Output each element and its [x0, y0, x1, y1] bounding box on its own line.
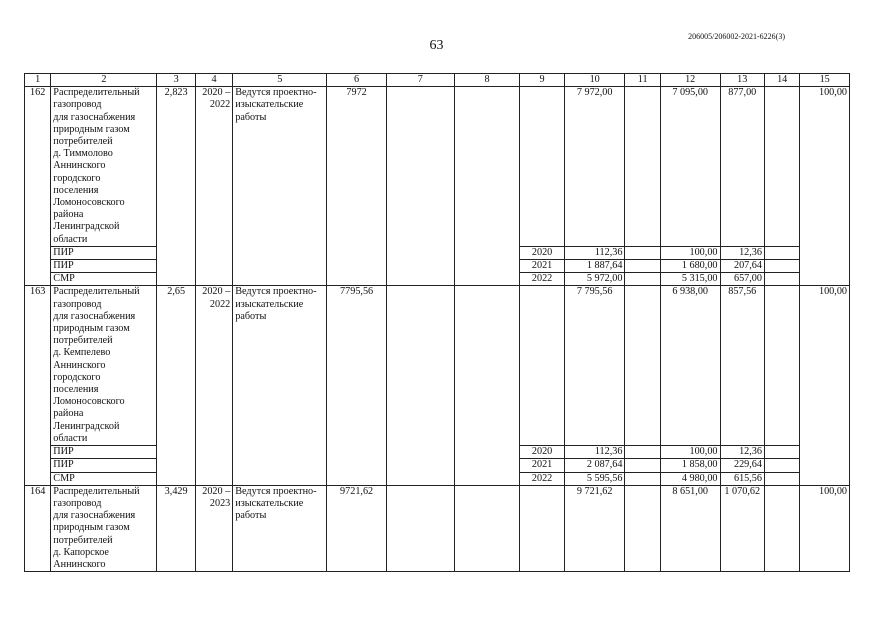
cell-line: 2022 — [209, 99, 231, 111]
cell-line: Распределительный — [53, 87, 140, 99]
col-14-cell — [764, 260, 799, 273]
cell-line: природным газом — [53, 522, 130, 534]
amount-regional-cell: 12,36 — [720, 446, 764, 459]
column-header: 12 — [660, 74, 720, 87]
cost-cell: 7972 — [327, 87, 387, 286]
cell-line: района — [53, 408, 84, 420]
cell-line: д. Кемпелево — [53, 347, 111, 359]
table-row — [25, 485, 850, 571]
amount-regional-cell: 857,56 — [720, 286, 764, 446]
col-11-cell — [625, 485, 660, 571]
amount-regional-cell: 207,64 — [720, 260, 764, 273]
col-14-cell — [764, 459, 799, 472]
cell-line: Аннинского — [53, 558, 106, 570]
cell-line: газопровод — [53, 99, 102, 111]
percent-cell: 100,00 — [800, 87, 850, 286]
cell-line: изыскательские — [235, 497, 304, 509]
col-11-cell — [625, 246, 660, 259]
amount-regional-cell: 877,00 — [720, 87, 764, 247]
cell-line: д. Тиммолово — [53, 148, 113, 160]
cell-line: района — [53, 209, 84, 221]
length-cell: 2,823 — [157, 87, 195, 286]
row-number-cell: 164 — [25, 485, 51, 571]
cell-line: газопровод — [53, 298, 102, 310]
year-cell — [520, 485, 564, 571]
year-cell: 2021 — [520, 260, 564, 273]
col-11-cell — [625, 87, 660, 247]
cell-line: газопровод — [53, 497, 102, 509]
amount-federal-cell: 6 938,00 — [660, 286, 720, 446]
cell-line: для газоснабжения — [53, 510, 136, 522]
status-cell — [233, 87, 327, 286]
amount-total-cell: 112,36 — [564, 446, 625, 459]
cell-line: д. Капорское — [53, 546, 109, 558]
object-name-cell — [51, 286, 157, 446]
percent-cell: 100,00 — [800, 485, 850, 571]
percent-cell: 100,00 — [800, 286, 850, 485]
col-8-cell — [454, 485, 520, 571]
stage-cell: ПИР — [51, 459, 157, 472]
year-cell: 2020 — [520, 246, 564, 259]
column-header: 10 — [564, 74, 625, 87]
cell-line: природным газом — [53, 323, 130, 335]
year-cell: 2021 — [520, 459, 564, 472]
amount-total-cell: 112,36 — [564, 246, 625, 259]
stage-cell: ПИР — [51, 446, 157, 459]
col-11-cell — [625, 286, 660, 446]
stage-cell: СМР — [51, 472, 157, 485]
col-8-cell — [454, 87, 520, 286]
length-cell: 3,429 — [157, 485, 195, 571]
column-header: 6 — [327, 74, 387, 87]
cell-line: Ведутся проектно- — [235, 286, 317, 298]
cell-line: городского — [53, 371, 101, 383]
column-header: 3 — [157, 74, 195, 87]
amount-federal-cell: 4 980,00 — [660, 472, 720, 485]
table-row — [25, 286, 850, 446]
year-cell: 2022 — [520, 273, 564, 286]
stage-cell: СМР — [51, 273, 157, 286]
column-header: 14 — [764, 74, 799, 87]
status-cell — [233, 485, 327, 571]
cell-line: 2020 – — [202, 87, 231, 99]
amount-regional-cell: 229,64 — [720, 459, 764, 472]
period-cell — [195, 286, 232, 485]
cell-line: изыскательские — [235, 298, 304, 310]
cell-line: 2022 — [209, 298, 231, 310]
column-header: 11 — [625, 74, 660, 87]
column-header: 4 — [195, 74, 232, 87]
col-11-cell — [625, 446, 660, 459]
cell-line: работы — [235, 310, 267, 322]
col-11-cell — [625, 459, 660, 472]
cell-line: Аннинского — [53, 160, 106, 172]
amount-total-cell: 2 087,64 — [564, 459, 625, 472]
cell-line: 2020 – — [202, 286, 231, 298]
col-14-cell — [764, 246, 799, 259]
col-14-cell — [764, 273, 799, 286]
cell-line: области — [53, 233, 88, 245]
amount-regional-cell: 615,56 — [720, 472, 764, 485]
col-14-cell — [764, 446, 799, 459]
stage-cell: ПИР — [51, 260, 157, 273]
cell-line: Ломоносовского — [53, 197, 125, 209]
status-cell — [233, 286, 327, 485]
cell-line: для газоснабжения — [53, 310, 136, 322]
amount-federal-cell: 1 680,00 — [660, 260, 720, 273]
col-7-cell — [386, 485, 454, 571]
amount-regional-cell: 12,36 — [720, 246, 764, 259]
cell-line: Ведутся проектно- — [235, 485, 317, 497]
amount-total-cell: 1 887,64 — [564, 260, 625, 273]
amount-federal-cell: 1 858,00 — [660, 459, 720, 472]
cell-line: Распределительный — [53, 485, 140, 497]
year-cell — [520, 87, 564, 247]
amount-regional-cell: 1 070,62 — [720, 485, 764, 571]
page-number: 63 — [429, 38, 444, 53]
amount-total-cell: 9 721,62 — [564, 485, 625, 571]
cell-line: изыскательские — [235, 99, 304, 111]
col-7-cell — [386, 286, 454, 485]
amount-federal-cell: 5 315,00 — [660, 273, 720, 286]
column-header: 8 — [454, 74, 520, 87]
cell-line: Ленинградской — [53, 221, 120, 233]
col-11-cell — [625, 273, 660, 286]
cell-line: Аннинского — [53, 359, 106, 371]
cell-line: Ломоносовского — [53, 396, 125, 408]
row-number-cell: 163 — [25, 286, 51, 485]
period-cell — [195, 87, 232, 286]
col-14-cell — [764, 472, 799, 485]
amount-total-cell: 5 972,00 — [564, 273, 625, 286]
column-header: 7 — [386, 74, 454, 87]
cell-line: потребителей — [53, 136, 113, 148]
column-header: 15 — [800, 74, 850, 87]
cell-line: потребителей — [53, 335, 113, 347]
col-8-cell — [454, 286, 520, 485]
column-header: 1 — [25, 74, 51, 87]
cell-line: городского — [53, 172, 101, 184]
column-number-header-row — [25, 74, 850, 87]
amount-federal-cell: 7 095,00 — [660, 87, 720, 247]
cell-line: природным газом — [53, 123, 130, 135]
cost-cell: 7795,56 — [327, 286, 387, 485]
cell-line: потребителей — [53, 534, 113, 546]
cost-cell: 9721,62 — [327, 485, 387, 571]
cell-line: работы — [235, 111, 267, 123]
cell-line: 2023 — [209, 497, 231, 509]
amount-regional-cell: 657,00 — [720, 273, 764, 286]
row-number-cell: 162 — [25, 87, 51, 286]
year-cell: 2022 — [520, 472, 564, 485]
cell-line: поселения — [53, 384, 99, 396]
col-7-cell — [386, 87, 454, 286]
cell-line: Ведутся проектно- — [235, 87, 317, 99]
col-11-cell — [625, 472, 660, 485]
col-14-cell — [764, 485, 799, 571]
column-header: 5 — [233, 74, 327, 87]
cell-line: поселения — [53, 184, 99, 196]
cell-line: работы — [235, 510, 267, 522]
amount-federal-cell: 100,00 — [660, 446, 720, 459]
period-cell — [195, 485, 232, 571]
amount-total-cell: 7 795,56 — [564, 286, 625, 446]
column-header: 9 — [520, 74, 564, 87]
year-cell — [520, 286, 564, 446]
object-name-cell — [51, 485, 157, 571]
table-row — [25, 87, 850, 247]
column-header: 13 — [720, 74, 764, 87]
year-cell: 2020 — [520, 446, 564, 459]
col-11-cell — [625, 260, 660, 273]
amount-total-cell: 5 595,56 — [564, 472, 625, 485]
cell-line: для газоснабжения — [53, 111, 136, 123]
cell-line: Распределительный — [53, 286, 140, 298]
document-id: 206005/206002-2021-6226(3) — [688, 32, 785, 41]
length-cell: 2,65 — [157, 286, 195, 485]
col-14-cell — [764, 87, 799, 247]
col-14-cell — [764, 286, 799, 446]
column-header: 2 — [51, 74, 157, 87]
object-name-cell — [51, 87, 157, 247]
amount-total-cell: 7 972,00 — [564, 87, 625, 247]
amount-federal-cell: 8 651,00 — [660, 485, 720, 571]
stage-cell: ПИР — [51, 246, 157, 259]
amount-federal-cell: 100,00 — [660, 246, 720, 259]
cell-line: 2020 – — [202, 485, 231, 497]
cell-line: Ленинградской — [53, 420, 120, 432]
cell-line: области — [53, 432, 88, 444]
register-table — [24, 73, 850, 572]
